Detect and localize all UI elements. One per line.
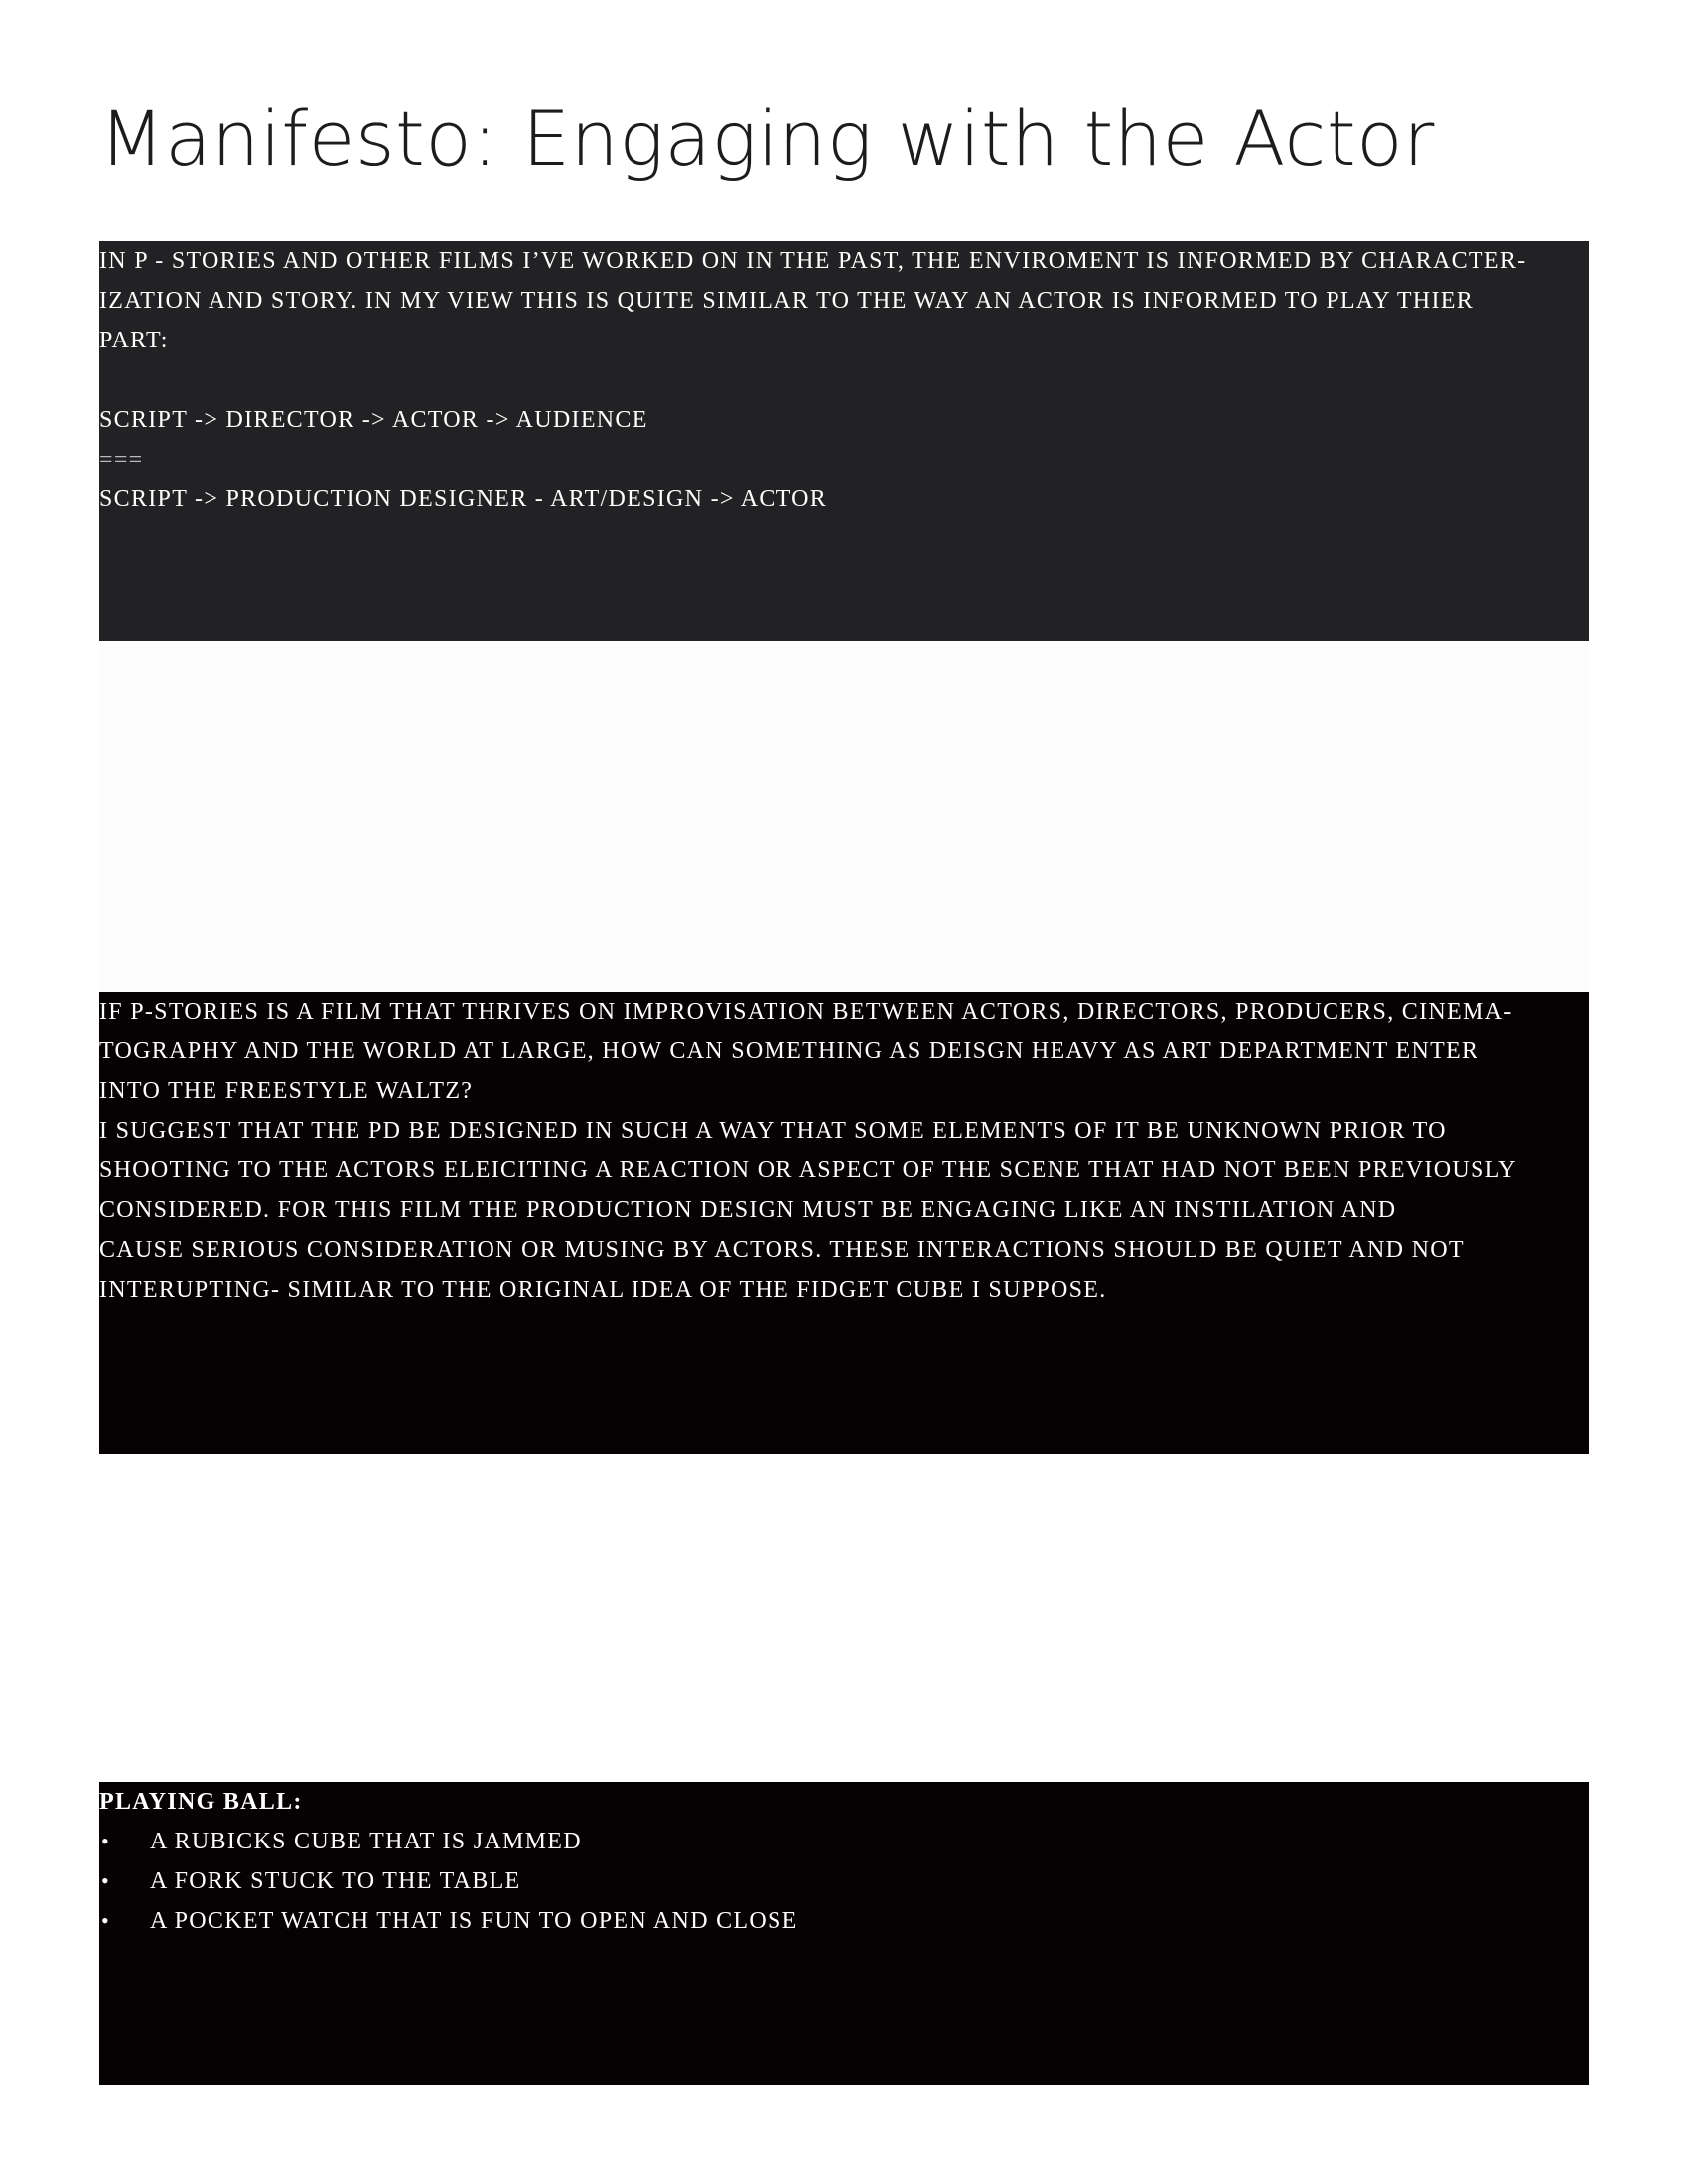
intro-text-panel <box>99 241 1589 641</box>
improvisation-text-panel <box>99 992 1589 1454</box>
list-item <box>99 1901 1589 1941</box>
list-item <box>99 1822 1589 1861</box>
list-item <box>99 1861 1589 1901</box>
body-line: CONSIDERED. FOR THIS FILM THE PRODUCTION DESIGN MUST BE ENGAGING LIKE AN INSTILATION AND <box>99 1197 1397 1223</box>
body-line: CAUSE SERIOUS CONSIDERATION OR MUSING BY ACTORS. THESE INTERACTIONS SHOULD BE QUIET AND NOT <box>99 1237 1465 1263</box>
body-line: I SUGGEST THAT THE PD BE DESIGNED IN SUCH A WAY THAT SOME ELEMENTS OF IT BE UNKNOWN PRIOR TO <box>99 1118 1447 1144</box>
spacer <box>99 360 1589 400</box>
blank-panel <box>99 641 1589 992</box>
intro-line: IN P - STORIES AND OTHER FILMS I’VE WORKED ON IN THE PAST, THE ENVIROMENT IS INFORMED BY CHARACTER- <box>99 248 1527 274</box>
intro-line: PART: <box>99 328 169 353</box>
prop-list <box>99 1822 1589 1941</box>
flow-line-audience: SCRIPT -> DIRECTOR -> ACTOR -> AUDIENCE <box>99 407 648 433</box>
flow-line-actor: SCRIPT -> PRODUCTION DESIGNER - ART/DESIGN -> ACTOR <box>99 486 828 512</box>
body-line: TOGRAPHY AND THE WORLD AT LARGE, HOW CAN SOMETHING AS DEISGN HEAVY AS ART DEPARTMENT ENTER <box>99 1038 1479 1064</box>
playing-ball-heading: PLAYING BALL: <box>99 1789 303 1815</box>
body-line: SHOOTING TO THE ACTORS ELEICITING A REACTION OR ASPECT OF THE SCENE THAT HAD NOT BEEN PREVIOUSLY <box>99 1158 1517 1183</box>
bullet-icon: • <box>101 1908 111 1933</box>
body-line: INTO THE FREESTYLE WALTZ? <box>99 1078 474 1104</box>
bullet-icon: • <box>101 1829 111 1853</box>
body-line: INTERUPTING- SIMILAR TO THE ORIGINAL IDEA OF THE FIDGET CUBE I SUPPOSE. <box>99 1277 1107 1302</box>
page-title: Manifesto: Engaging with the Actor <box>99 94 1435 183</box>
body-line: IF P-STORIES IS A FILM THAT THRIVES ON IMPROVISATION BETWEEN ACTORS, DIRECTORS, PRODUCERS, CINEMA- <box>99 999 1513 1024</box>
bullet-icon: • <box>101 1868 111 1893</box>
list-item-text: A RUBICKS CUBE THAT IS JAMMED <box>150 1829 582 1854</box>
list-item-text: A FORK STUCK TO THE TABLE <box>150 1868 521 1894</box>
intro-line: IZATION AND STORY. IN MY VIEW THIS IS QUITE SIMILAR TO THE WAY AN ACTOR IS INFORMED TO PLAY THIER <box>99 288 1475 314</box>
playing-ball-panel <box>99 1782 1589 2085</box>
flow-separator: === <box>99 447 144 473</box>
list-item-text: A POCKET WATCH THAT IS FUN TO OPEN AND CLOSE <box>150 1908 798 1934</box>
